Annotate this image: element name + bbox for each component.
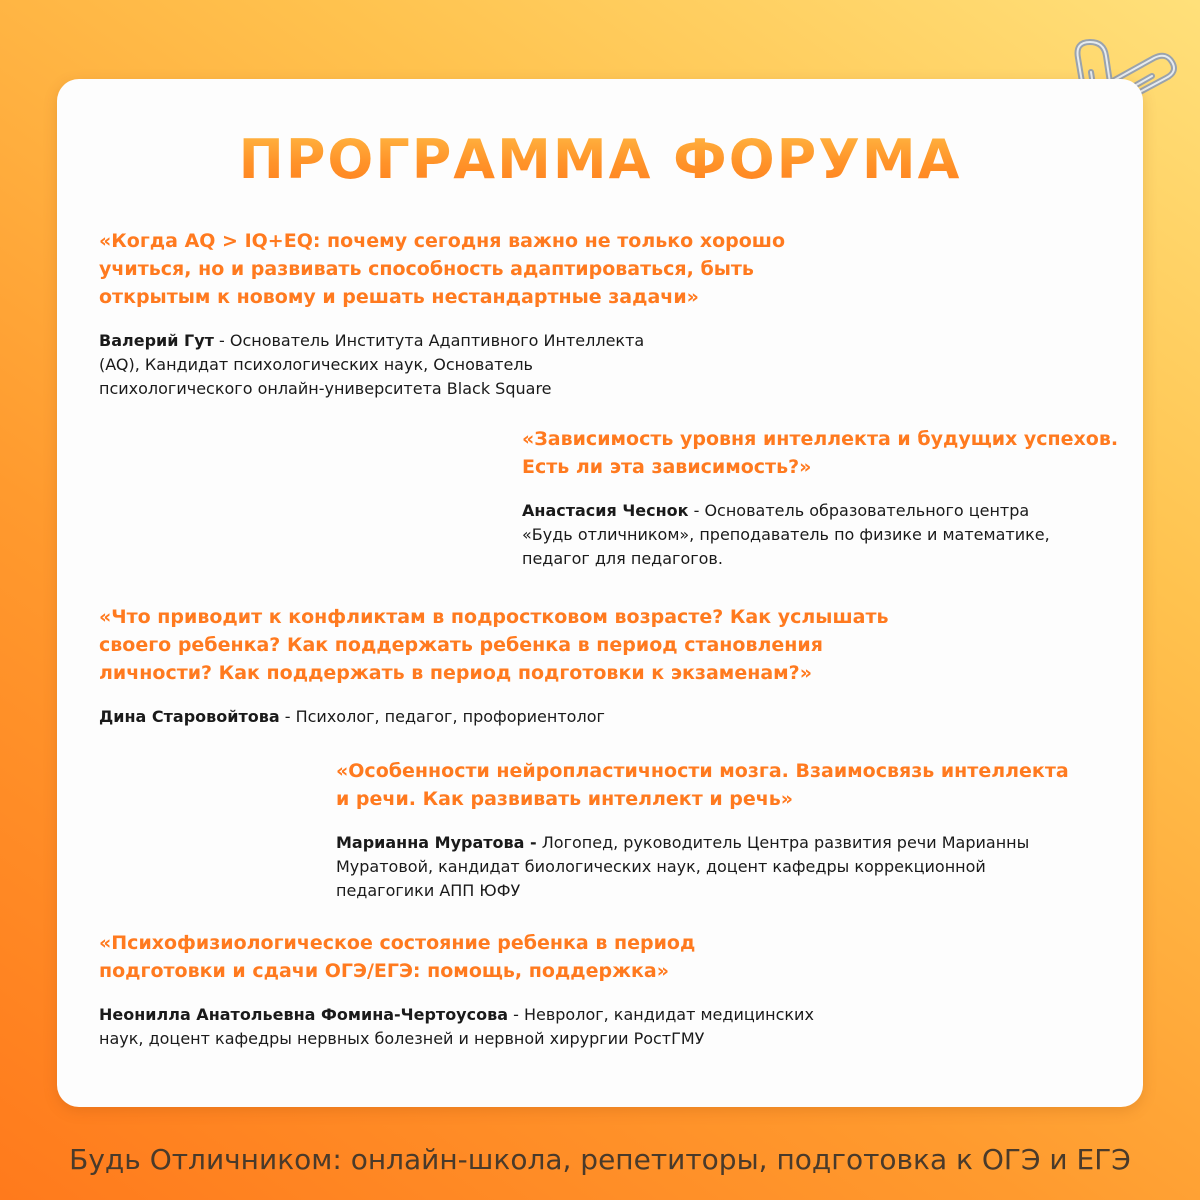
talk-item: [522, 425, 1122, 571]
talk-item: [336, 757, 1116, 903]
speaker-description: - Основатель Института Адаптивного Интеллекта (AQ), Кандидат психологических наук, Основатель психологического онлайн-университета Black Square: [99, 331, 645, 398]
speaker-description: - Основатель образовательного центра «Будь отличником», преподаватель по физике и математике, педагог для педагогов.: [522, 501, 1050, 568]
speaker-description: Логопед, руководитель Центра развития речи Марианны Муратовой, кандидат биологических наук, доцент кафедры коррекционной педагогики АПП ЮФУ: [336, 833, 1030, 900]
speaker-description: - Психолог, педагог, профориентолог: [279, 707, 605, 726]
speaker-description: - Невролог, кандидат медицинских наук, доцент кафедры нервных болезней и нервной хирургии РостГМУ: [99, 1005, 814, 1048]
page-title: ПРОГРАММА ФОРУМА: [0, 128, 1200, 191]
speaker-name: Марианна Муратова -: [336, 833, 537, 852]
footer-tagline: Будь Отличником: онлайн-школа, репетиторы, подготовка к ОГЭ и ЕГЭ: [69, 1143, 1131, 1176]
talk-topic: «Что приводит к конфликтам в подростковом возрасте? Как услышать своего ребенка? Как поддержать ребенка в период становления личности? Как поддержать в период подготовки к экзаменам?»: [99, 606, 889, 684]
talk-speaker: [99, 705, 919, 729]
speaker-name: Валерий Гут: [99, 331, 214, 350]
talk-speaker: [99, 329, 819, 401]
talk-speaker: [99, 1003, 919, 1051]
talk-item: [99, 603, 919, 729]
talk-item: [99, 227, 819, 401]
talk-topic: «Особенности нейропластичности мозга. Взаимосвязь интеллекта и речи. Как развивать интеллект и речь»: [336, 760, 1069, 810]
speaker-name: Неонилла Анатольевна Фомина-Чертоусова: [99, 1005, 509, 1024]
speaker-name: Анастасия Чеснок: [522, 501, 689, 520]
talk-speaker: [522, 499, 1122, 571]
talk-topic: «Психофизиологическое состояние ребенка в период подготовки и сдачи ОГЭ/ЕГЭ: помощь, поддержка»: [99, 932, 696, 982]
talk-topic: «Зависимость уровня интеллекта и будущих успехов. Есть ли эта зависимость?»: [522, 428, 1119, 478]
speaker-name: Дина Старовойтова: [99, 707, 280, 726]
talk-topic: «Когда AQ > IQ+EQ: почему сегодня важно не только хорошо учиться, но и развивать способность адаптироваться, быть открытым к новому и решать нестандартные задачи»: [99, 230, 786, 308]
talk-item: [99, 929, 919, 1051]
talk-speaker: [336, 831, 1116, 903]
